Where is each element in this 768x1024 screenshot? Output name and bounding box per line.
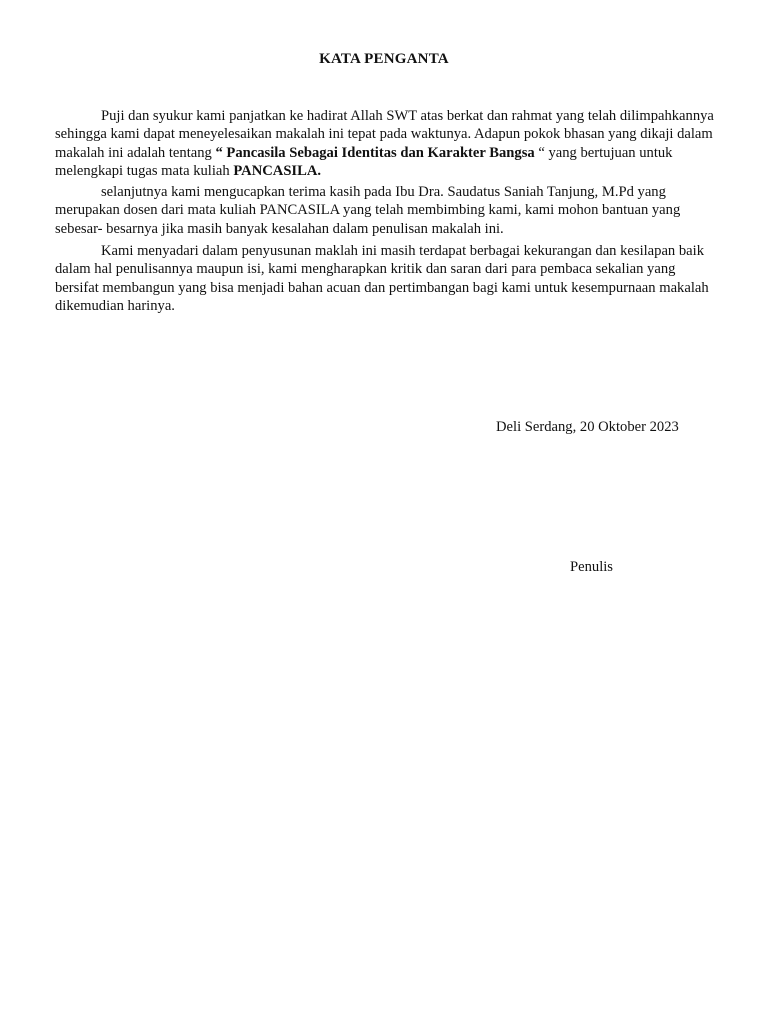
- course-name: PANCASILA.: [233, 162, 322, 179]
- topic-title: “ Pancasila Sebagai Identitas dan Karakter Bangsa: [215, 144, 535, 161]
- paragraph-opening-middle: “ yang bertujuan untuk melengkapi tugas mata kuliah: [55, 144, 673, 179]
- signer-name: Penulis: [570, 559, 613, 575]
- document-title: KATA PENGANTA: [319, 51, 449, 67]
- paragraph-apology: Kami menyadari dalam penyusunan maklah ini masih terdapat berbagai kekurangan dan kesilapan baik dalam hal penulisannya maupun isi, kami mengharapkan kritik dan saran dari para pembaca sekalian yang bersifat membangun yang bisa menjadi bahan acuan dan pertimbangan bagi kami untuk kesempurnaan makalah dikemudian harinya.: [55, 243, 709, 314]
- paragraph-opening-text: Puji dan syukur kami panjatkan ke hadirat Allah SWT atas berkat dan rahmat yang telah dilimpahkannya sehingga kami dapat meneyelesaikan makalah ini tepat pada waktunya. Adapun pokok bhasan yang dikaji dalam makalah ini adalah tentang: [55, 108, 714, 161]
- paragraph-opening: [55, 107, 715, 180]
- document-body: [55, 107, 715, 319]
- paragraph-thanks: selanjutnya kami mengucapkan terima kasih pada Ibu Dra. Saudatus Saniah Tanjung, M.Pd yang merupakan dosen dari mata kuliah PANCASILA yang telah membimbing kami, kami mohon bantuan yang sebesar- besarnya jika masih banyak kesalahan dalam penulisan makalah ini.: [55, 184, 681, 237]
- place-date: Deli Serdang, 20 Oktober 2023: [496, 419, 679, 435]
